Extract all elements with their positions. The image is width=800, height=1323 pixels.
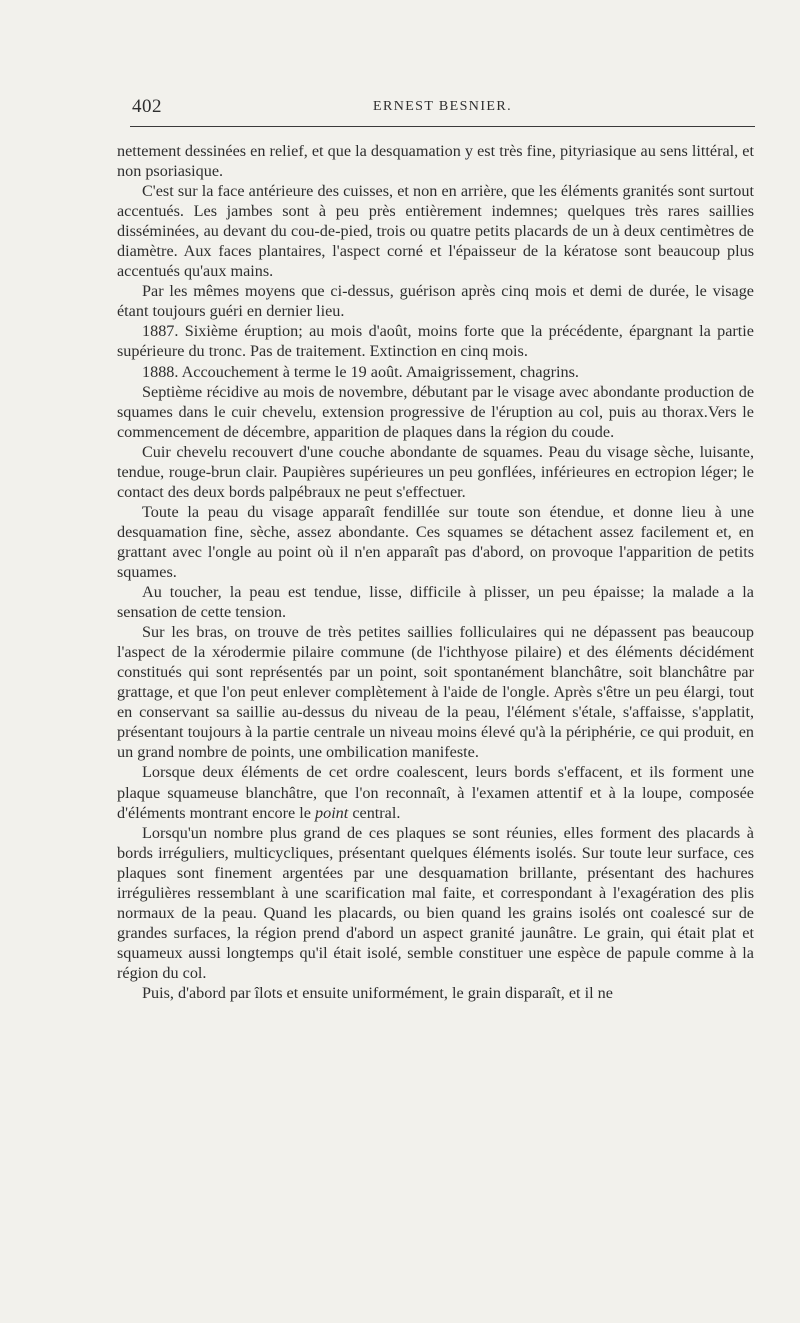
paragraph-text: central.: [352, 803, 401, 822]
paragraph: Septième récidive au mois de novembre, débutant par le visage avec abondante production de squames dans le cuir chevelu, extension progressive de l'éruption au col, puis au thorax.Vers le commencement de décembre, apparition de plaques dans la région du coude.: [117, 382, 754, 441]
paragraph: C'est sur la face antérieure des cuisses, et non en arrière, que les éléments granités sont surtout accentués. Les jambes sont à peu près entièrement indemnes; quelques très rares saillies disséminées, au devant du cou-de-pied, trois ou quatre petits placards de un à deux centimètres de diamètre. Aux faces plantaires, l'aspect corné et l'épaisseur de la kératose sont beaucoup plus accentués qu'aux mains.: [117, 182, 754, 281]
paragraph: 1888. Accouchement à terme le 19 août. Amaigrissement, chagrins.: [142, 362, 579, 381]
body-text: [117, 141, 754, 1003]
paragraph: nettement dessinées en relief, et que la desquamation y est très fine, pityriasique au sens littéral, et non psoriasique.: [117, 142, 754, 181]
paragraph: Puis, d'abord par îlots et ensuite uniformément, le grain disparaît, et il ne: [142, 983, 613, 1002]
header-rule: [130, 126, 755, 127]
paragraph: Sur les bras, on trouve de très petites saillies folliculaires qui ne dépassent pas beaucoup l'aspect de la xérodermie pilaire commune (de l'ichthyose pilaire) et des éléments décidément constitués qui sont représentés par un point, soit spontanément blanchâtre, soit blanchâtre par grattage, et que l'on peut enlever complètement à l'aide de l'ongle. Après s'être un peu élargi, tout en conservant sa saillie au-dessus du niveau de la peau, l'élément s'étale, s'affaisse, s'applatit, présentant toujours à la partie centrale un niveau moins élevé qu'à la périphérie, ce qui produit, en un grand nombre de points, une ombilication manifeste.: [117, 623, 754, 762]
paragraph: 1887. Sixième éruption; au mois d'août, moins forte que la précédente, épargnant la partie supérieure du tronc. Pas de traitement. Extinction en cinq mois.: [117, 322, 754, 361]
paragraph: Lorsqu'un nombre plus grand de ces plaques se sont réunies, elles forment des placards à bords irréguliers, multicycliques, présentant quelques éléments isolés. Sur toute leur surface, ces plaques sont finement argentées par une desquamation brillante, présentant des hachures irrégulières ressemblant à une scarification mal faite, et correspondant à l'exagération des plis normaux de la peau. Quand les placards, ou bien quand les grains isolés ont coalescé sur de grandes surfaces, la région prend d'abord un aspect granité jaunâtre. Le grain, qui était plat et squameux aussi longtemps qu'il était isolé, semble constituer une espèce de papule comme à la région du col.: [117, 823, 754, 982]
paragraph: Toute la peau du visage apparaît fendillée sur toute son étendue, et donne lieu à une desquamation fine, sèche, assez abondante. Ces squames se détachent assez facilement et, en grattant avec l'ongle au point où il n'en apparaît pas d'abord, on provoque l'apparition de petits squames.: [117, 502, 754, 581]
page-number: 402: [132, 96, 162, 117]
page-header: [130, 96, 755, 120]
italic-term: point: [315, 803, 349, 822]
paragraph: [117, 762, 754, 822]
paragraph: Cuir chevelu recouvert d'une couche abondante de squames. Peau du visage sèche, luisante, tendue, rouge-brun clair. Paupières supérieures un peu gonflées, inférieures en ectropion léger; le contact des deux bords palpébraux ne peut s'effectuer.: [117, 442, 754, 501]
paragraph-text: Lorsque deux éléments de cet ordre coalescent, leurs bords s'effacent, et ils forment une plaque squameuse blanchâtre, que l'on reconnaît, à l'examen attentif et à la loupe, composée d'éléments montrant encore le: [117, 763, 754, 822]
paragraph: Au toucher, la peau est tendue, lisse, difficile à plisser, un peu épaisse; la malade a la sensation de cette tension.: [117, 583, 754, 622]
paragraph: Par les mêmes moyens que ci-dessus, guérison après cinq mois et demi de durée, le visage étant toujours guéri en dernier lieu.: [117, 282, 754, 321]
running-head: ERNEST BESNIER.: [373, 99, 512, 114]
